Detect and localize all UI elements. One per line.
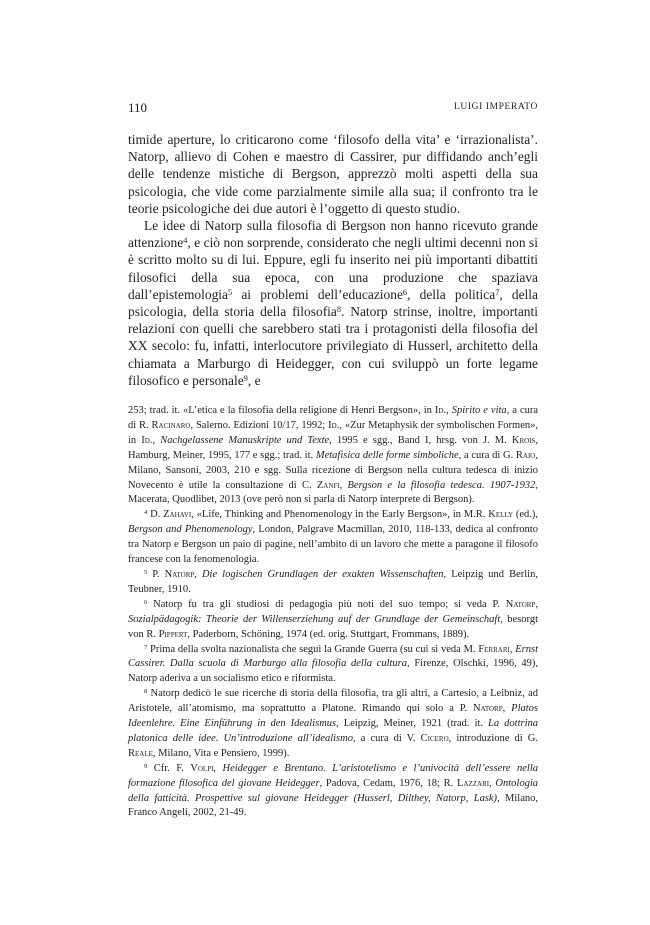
footnote-ref: 4 [183,236,188,246]
running-head-author: LUIGI IMPERATO [454,102,538,112]
footnote-4: $^4$ D. Zahavi, «Life, Thinking and Phenomenology in the Early Bergson», in M.R. Kelly (ed.), Bergson and Phenomenology, London, Palgrave Macmillan, 2010, 118-133, dedica al confronto tra Natorp e Bergson un paio di pagine, nell’ambito di un lavoro che mette a paragone il filosofo francese con la fenomenologia. [128,509,539,566]
footnote-8: $^8$ Natorp dedicò le sue ricerche di storia della filosofia, tra gli altri, a Cartesio, a Leibniz, ad Aristotele, all’atomismo, ma soprattutto a Platone. Rimando qui solo a P. Natorp, Platos Ideenlehre. Eine Einführung in den Idealismus, Leipzig, Meiner, 1921 (trad. it. La dottrina platonica delle idee. Un’introduzione all’idealismo, a cura di V. Cicero, introduzione di G. Reale, Milano, Vita e Pensiero, 1999). [128,687,539,759]
paragraph: timide aperture, lo criticarono come ‘filosofo della vita’ e ‘irrazionalista’. Natorp, allievo di Cohen e maestro di Cassirer, pur diffidando anch’egli delle tendenze mistiche di Bergson, apprezzò molti aspetti della sua psicologia, che vide come parzialmente simile alla sua; il confronto tra le teorie psicologiche dei due autori è l’oggetto di questo studio. [128,132,538,216]
footnote-5: $^5$ P. Natorp, Die logischen Grundlagen der exakten Wissenschaften, Leipzig und Berlin, Teubner, 1910. [128,568,538,595]
footnote-number: 8 [144,687,148,695]
page-number: 110 [128,100,148,115]
footnote-ref: 8 [336,304,342,314]
footnote-ref: 9 [243,373,248,383]
footnotes [128,404,538,821]
footnote-9: $^9$ Cfr. F. Volpi, Heidegger e Brentano. L’aristotelismo e l’univocità dell’essere nella formazione filosofica del giovane Heidegger, Padova, Cedam, 1976, 18; R. Lazzari, Ontologia della fatticità. Prospettive sul giovane Heidegger (Husserl, Dilthey, Natorp, Lask), Milano, Franco Angeli, 2002, 21-49. [128,762,539,819]
footnote-number: 7 [144,643,148,651]
paragraph: Le idee di Natorp sulla filosofia di Bergson non hanno ricevuto grande attenzione$^4$, e ciò non sorprende, considerato che negli ultimi decenni non si è scritto molto su di lui. Eppure, egli fu inserito nei più importanti dibattiti filosofici della sua epoca, con una produzione che spaziava dall’epistemologia$^5$ ai problemi dell’educazione$^6$, della politica$^7$, della psicologia, della storia della filosofia$^8$. Natorp strinse, inoltre, importanti relazioni con quelli che sarebbero stati tra i protagonisti della filosofia del XX secolo: fu, infatti, interlocutore privilegiato di Husserl, architetto della chiamata a Marburgo di Heidegger, con cui sviluppò un forte legame filosofico e personale$^9$, e [128,218,538,388]
footnote-7: $^7$ Prima della svolta nazionalista che seguì la Grande Guerra (su cui si veda M. Ferrari, Ernst Cassirer. Dalla scuola di Marburgo alla filosofia della cultura, Firenze, Olschki, 1996, 49), Natorp aderiva a un socialismo etico e riformista. [128,643,538,685]
main-text [128,131,538,389]
footnote-number: 9 [144,762,148,770]
footnote-continuation: 253; trad. it. «L’etica e la filosofia della religione di Henri Bergson», in Id., Spirito e vita, a cura di R. Racinaro, Salerno. Edizioni 10/17, 1992; Id., «Zur Metaphysik der symbolischen Formen», in Id., Nachgelassene Manuskripte und Texte, 1995 e sgg., Band I, hrsg. von J. M. Krois, Hamburg, Meiner, 1995, 177 e sgg.; trad. it. Metafisica delle forme simboliche, a cura di G. Raio, Milano, Sansoni, 2003, 210 e sgg. Sulla ricezione di Bergson nella cultura tedesca di inizio Novecento è utile la consultazione di C. Zanfi, Bergson e la filosofia tedesca. 1907-1932, Macerata, Quodlibet, 2013 (ove però non si parla di Natorp interprete di Bergson). [128,405,539,506]
footnote-number: 5 [144,568,148,576]
footnote-number: 4 [144,509,148,517]
footnote-ref: 6 [402,287,408,297]
footnote-number: 6 [144,598,148,606]
footnote-6: $^6$ Natorp fu tra gli studiosi di pedagogia più noti del suo tempo; si veda P. Natorp, Sozialpädagogik: Theorie der Willenserziehung auf der Grundlage der Gemeinschaft, besorgt von R. Pippert, Paderborn, Schöning, 1974 (ed. orig. Stuttgart, Frommans, 1889). [128,598,538,640]
footnote-ref: 7 [495,287,500,297]
footnote-ref: 5 [228,287,233,297]
page-header [128,100,538,116]
